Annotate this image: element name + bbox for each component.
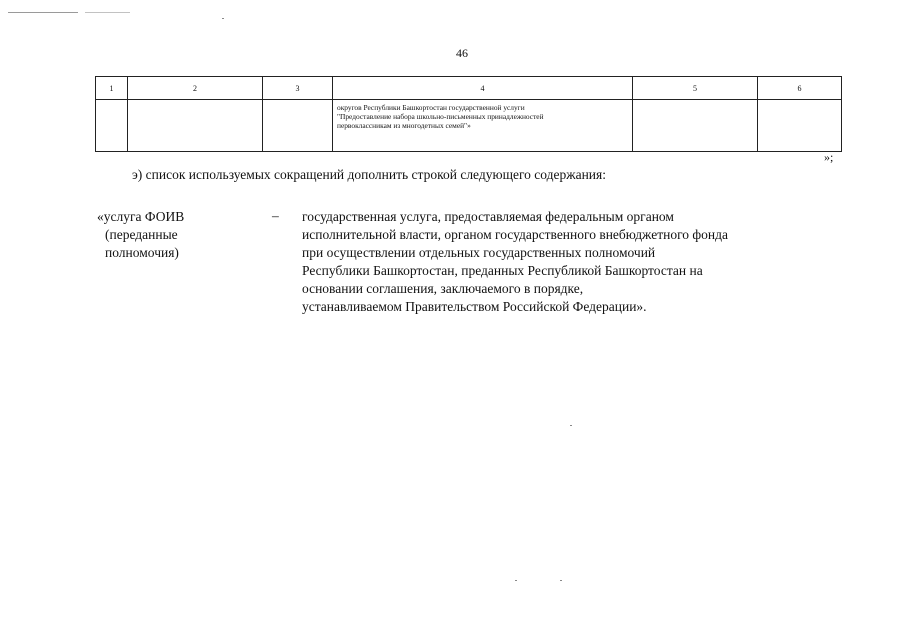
definition-line: исполнительной власти, органом государственного внебюджетного фонда [302,227,728,242]
table-row [96,100,842,152]
scan-artifact-dot [560,580,562,581]
definition-line: государственная услуга, предоставляемая федеральным органом [302,209,674,224]
definition-dash: – [272,208,279,223]
table-cell [263,100,333,152]
page-number: 46 [456,46,468,60]
scan-artifact-dot [222,18,224,19]
definition-line: при осуществлении отдельных государственных полномочий [302,245,656,260]
scan-artifact-dot [570,425,572,426]
column-header: 2 [128,77,263,100]
abbreviation-definition [302,208,822,316]
table-cell [96,100,128,152]
scan-artifact-dot [515,580,517,581]
definition-line: Республики Башкортостан, преданных Республикой Башкортостан на [302,263,703,278]
table-header-row [96,77,842,100]
column-header: 1 [96,77,128,100]
definition-line: основании соглашения, заключаемого в порядке, [302,281,584,296]
cell-text-line: первоклассникам из многодетных семей"» [337,121,471,130]
cell-text-line: "Предоставление набора школьно-письменных принадлежностей [337,112,544,121]
column-header: 6 [758,77,842,100]
definition-line: устанавливаемом Правительством Российской Федерации». [302,299,647,314]
term-line: «услуга ФОИВ [97,209,185,224]
table-cell [128,100,263,152]
amendment-item-e: э) список используемых сокращений дополнить строкой следующего содержания: [132,167,606,182]
continuation-table [95,76,842,152]
table-cell [758,100,842,152]
table-cell [633,100,758,152]
term-line: (переданные [105,227,178,242]
column-header: 4 [333,77,633,100]
column-header: 5 [633,77,758,100]
column-header: 3 [263,77,333,100]
term-line: полномочия) [105,245,179,260]
cell-text-line: округов Республики Башкортостан государственной услуги [337,103,525,112]
abbreviation-term [97,208,184,262]
scan-artifact-line [8,12,78,13]
scan-artifact-line [85,12,130,13]
closing-quote-mark: »; [824,150,834,164]
table-cell-service-description [333,100,633,152]
